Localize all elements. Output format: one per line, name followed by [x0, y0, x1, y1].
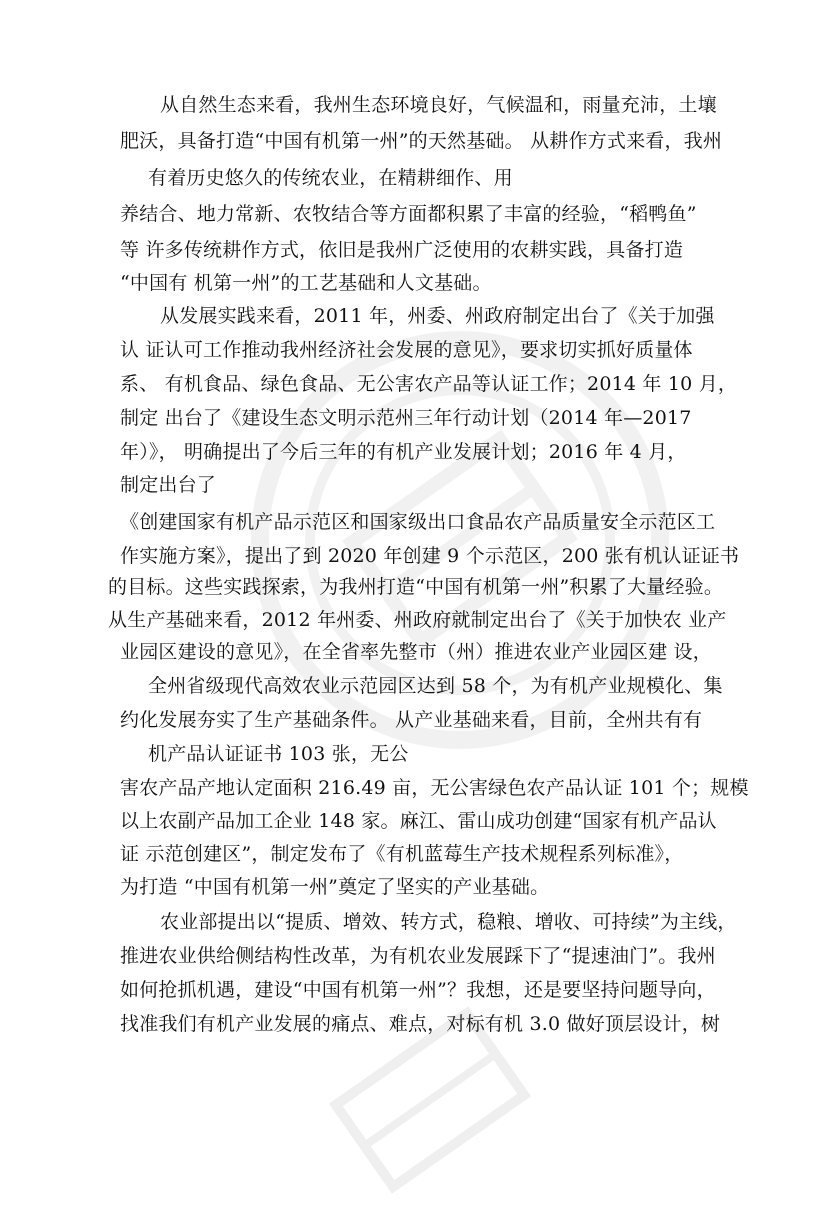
- text-line-19: 约化发展夯实了生产基础条件。 从产业基础来看，目前，全州共有有: [120, 709, 703, 731]
- text-line-09: 系、 有机食品、绿色食品、无公害农产品等认证工作；2014 年 10 月，: [120, 373, 738, 395]
- text-line-01: 从自然生态来看，我州生态环境良好，气候温和，雨量充沛，土壤: [160, 94, 717, 116]
- text-line-28: 找准我们有机产业发展的痛点、难点，对标有机 3.0 做好顶层设计，树: [120, 1013, 721, 1035]
- text-line-22: 以上农副产品加工企业 148 家。麻江、雷山成功创建“国家有机产品认: [120, 810, 717, 832]
- text-line-16: 从生产基础来看，2012 年州委、州政府就制定出台了《关于加快农 业产: [108, 609, 727, 631]
- text-line-25: 农业部提出以“提质、增效、转方式，稳粮、增收、可持续”为主线，: [160, 911, 737, 933]
- text-line-03: 有着历史悠久的传统农业，在精耕细作、用: [148, 167, 513, 189]
- text-line-18: 全州省级现代高效农业示范园区达到 58 个，为有机产业规模化、集: [148, 675, 723, 697]
- text-line-08: 认 证认可工作推动我州经济社会发展的意见》，要求切实抓好质量体: [120, 339, 693, 361]
- text-line-07: 从发展实践来看，2011 年，州委、州政府制定出台了《关于加强: [160, 305, 715, 327]
- text-line-23: 证 示范创建区”，制定发布了《有机蓝莓生产技术规程系列标准》，: [120, 843, 684, 865]
- text-line-11: 年）》， 明确提出了今后三年的有机产业发展计划；2016 年 4 月，: [120, 441, 687, 463]
- text-line-06: “中国有 机第一州”的工艺基础和人文基础。: [120, 272, 492, 294]
- text-line-13: 《创建国家有机产品示范区和国家级出口食品农产品质量安全示范区工: [120, 511, 716, 533]
- text-line-26: 推进农业供给侧结构性改革，为有机农业发展踩下了“提速油门”。我州: [120, 945, 716, 967]
- text-line-02: 肥沃，具备打造“中国有机第一州”的天然基础。 从耕作方式来看，我州: [120, 130, 723, 152]
- text-line-10: 制定 出台了《建设生态文明示范州三年行动计划（2014 年—2017: [120, 407, 692, 429]
- text-line-05: 等 许多传统耕作方式，依旧是我州广泛使用的农耕实践，具备打造: [120, 239, 684, 261]
- text-line-20: 机产品认证证书 103 张，无公: [148, 743, 409, 765]
- text-line-24: 为打造 “中国有机第一州”奠定了坚实的产业基础。: [120, 876, 550, 898]
- text-line-14: 作实施方案》，提出了到 2020 年创建 9 个示范区，200 张有机认证证书: [120, 545, 740, 567]
- text-line-15: 的目标。这些实践探索，为我州打造“中国有机第一州”积累了大量经验。: [108, 576, 724, 598]
- text-line-17: 业园区建设的意见》，在全省率先整市（州）推进农业产业园区建 设，: [120, 641, 712, 663]
- text-line-04: 养结合、地力常新、农牧结合等方面都积累了丰富的经验，“稻鸭鱼”: [120, 203, 697, 225]
- text-line-12: 制定出台了: [120, 474, 217, 496]
- text-line-21: 害农产品产地认定面积 216.49 亩，无公害绿色农产品认证 101 个；规模: [120, 777, 749, 799]
- text-line-27: 如何抢抓机遇，建设“中国有机第一州”？我想，还是要坚持问题导向，: [120, 979, 716, 1001]
